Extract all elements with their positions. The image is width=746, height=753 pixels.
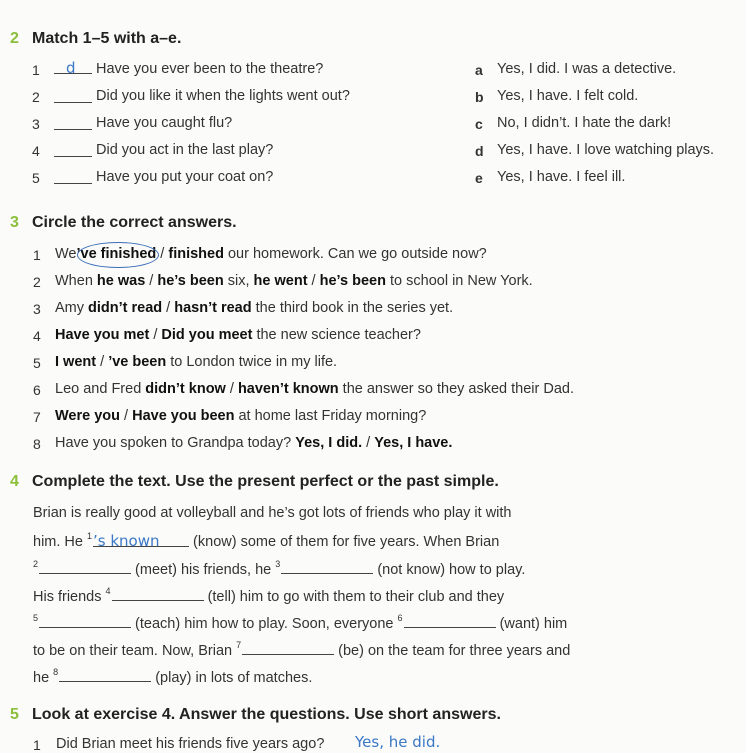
text-line-2 (33, 532, 499, 550)
answer-option[interactable]: finished (168, 246, 224, 262)
item-sentence (55, 273, 533, 289)
answer-text: No, I didn’t. I hate the dark! (497, 115, 672, 131)
answer-option[interactable]: Have you been (132, 408, 235, 424)
gap-number-1: 1 (87, 531, 93, 541)
item-number: 4 (33, 328, 41, 344)
gap-8[interactable] (59, 667, 151, 682)
answer-option[interactable]: didn’t read (88, 300, 163, 316)
answer-option[interactable]: haven’t known (237, 381, 339, 397)
answer-option[interactable]: ’ve finished (76, 246, 157, 262)
text-segment: His friends (33, 589, 102, 605)
gap-4[interactable] (112, 586, 204, 601)
answer-letter: d (475, 143, 484, 159)
gap-7[interactable] (242, 640, 334, 655)
text-line-1: Brian is really good at volleyball and he’s got lots of friends who play it with (33, 505, 512, 521)
text-segment: (know) some of them for five years. When Brian (193, 534, 500, 550)
answer-option[interactable]: he’s been (157, 273, 224, 289)
answer-letter: b (475, 89, 484, 105)
question-text: Have you ever been to the theatre? (96, 61, 324, 77)
question-number: 3 (32, 116, 40, 132)
gap-2[interactable] (39, 559, 131, 574)
item-number: 2 (33, 274, 41, 290)
question-number: 1 (32, 62, 40, 78)
answer-blank[interactable] (54, 59, 92, 77)
answer-option[interactable]: I went (55, 354, 97, 370)
answer-option[interactable]: he went (253, 273, 308, 289)
text-segment: him. He (33, 534, 83, 550)
answer-text: Yes, I have. I felt cold. (497, 88, 639, 104)
answer-option[interactable]: didn’t know (145, 381, 226, 397)
sentence-text: / (120, 408, 133, 424)
item-sentence (55, 354, 337, 370)
gap-number-3: 3 (275, 559, 281, 569)
item-number: 8 (33, 436, 41, 452)
exercise-5-question-1: Did Brian meet his friends five years ago? (56, 736, 325, 752)
text-segment: (meet) his friends, he (135, 562, 272, 578)
item-number: 6 (33, 382, 41, 398)
gap-number-5: 5 (33, 613, 39, 623)
answer-text: Yes, I have. I feel ill. (497, 169, 626, 185)
gap-number-4: 4 (105, 586, 111, 596)
item-sentence (55, 327, 421, 343)
question-number: 5 (32, 170, 40, 186)
answer-option[interactable]: Did you meet (161, 327, 253, 343)
sentence-text: / (96, 354, 109, 370)
exercise-5-number: 5 (10, 706, 19, 723)
sentence-text: When (55, 273, 97, 289)
item-number: 3 (33, 301, 41, 317)
item-number: 5 (33, 355, 41, 371)
handwritten-answer: d (66, 59, 76, 77)
exercise-4-number: 4 (10, 473, 19, 490)
gap-3[interactable] (281, 559, 373, 574)
gap-6[interactable] (404, 613, 496, 628)
question-number: 2 (32, 89, 40, 105)
question-text: Did you act in the last play? (96, 142, 274, 158)
text-segment: (be) on the team for three years and (338, 643, 571, 659)
answer-option[interactable]: he was (96, 273, 146, 289)
exercise-5-handwritten-answer-1: Yes, he did. (355, 733, 441, 751)
sentence-text: six, (223, 273, 254, 289)
sentence-text: / (362, 435, 375, 451)
sentence-text: / (307, 273, 320, 289)
sentence-text: We (55, 246, 77, 262)
text-segment: (not know) how to play. (377, 562, 526, 578)
handwritten-answer-1: ’s known (93, 532, 160, 550)
sentence-text: Leo and Fred (55, 381, 146, 397)
question-text: Did you like it when the lights went out? (96, 88, 350, 104)
exercise-5-question-number: 1 (33, 737, 41, 753)
gap-5[interactable] (39, 613, 131, 628)
gap-number-6: 6 (397, 613, 403, 623)
answer-option[interactable]: Yes, I have. (374, 435, 453, 451)
text-line-7 (33, 667, 312, 686)
answer-option[interactable]: Were you (55, 408, 121, 424)
exercise-2-number: 2 (10, 30, 19, 47)
question-text: Have you put your coat on? (96, 169, 274, 185)
text-segment: (tell) him to go with them to their club and they (207, 589, 505, 605)
sentence-text: Have you spoken to Grandpa today? (55, 435, 296, 451)
answer-letter: c (475, 116, 483, 132)
answer-letter: a (475, 62, 483, 78)
handwritten-circle-mark (77, 242, 159, 268)
item-sentence (55, 381, 574, 397)
answer-blank[interactable] (54, 88, 92, 103)
item-number: 1 (33, 247, 41, 263)
gap-1[interactable] (93, 532, 189, 550)
item-sentence (55, 408, 426, 424)
sentence-text: / (156, 246, 169, 262)
item-number: 7 (33, 409, 41, 425)
exercise-3-number: 3 (10, 214, 19, 231)
sentence-text: the answer so they asked their Dad. (338, 381, 575, 397)
answer-blank[interactable] (54, 169, 92, 184)
text-line-4 (33, 586, 504, 605)
exercise-4-title: Complete the text. Use the present perfect or the past simple. (32, 473, 499, 490)
sentence-text: / (145, 273, 158, 289)
answer-option[interactable]: he’s been (319, 273, 386, 289)
text-segment: (teach) him how to play. Soon, everyone (135, 616, 394, 632)
text-segment: (play) in lots of matches. (155, 670, 313, 686)
question-number: 4 (32, 143, 40, 159)
answer-option[interactable]: Yes, I did. (295, 435, 363, 451)
sentence-text: at home last Friday morning? (234, 408, 427, 424)
answer-option[interactable]: Have you met (55, 327, 150, 343)
sentence-text: / (225, 381, 238, 397)
question-text: Have you caught flu? (96, 115, 233, 131)
answer-text: Yes, I have. I love watching plays. (497, 142, 715, 158)
sentence-text: / (162, 300, 175, 316)
item-sentence (55, 300, 453, 316)
item-sentence (55, 435, 452, 451)
sentence-text: the third book in the series yet. (251, 300, 454, 316)
text-line-5 (33, 613, 567, 632)
text-line-3 (33, 559, 525, 578)
answer-text: Yes, I did. I was a detective. (497, 61, 677, 77)
sentence-text: to London twice in my life. (166, 354, 338, 370)
text-segment: he (33, 670, 50, 686)
answer-blank[interactable] (54, 142, 92, 157)
answer-option[interactable]: ’ve been (108, 354, 167, 370)
gap-number-7: 7 (236, 640, 242, 650)
exercise-3-title: Circle the correct answers. (32, 214, 237, 231)
text-segment: (want) him (499, 616, 568, 632)
gap-number-2: 2 (33, 559, 39, 569)
exercise-2-title: Match 1–5 with a–e. (32, 30, 182, 47)
text-line-6 (33, 640, 570, 659)
sentence-text: the new science teacher? (252, 327, 421, 343)
sentence-text: our homework. Can we go outside now? (223, 246, 487, 262)
answer-option[interactable]: hasn’t read (174, 300, 252, 316)
sentence-text: Amy (55, 300, 89, 316)
sentence-text: / (149, 327, 162, 343)
gap-number-8: 8 (53, 667, 59, 677)
exercise-5-title: Look at exercise 4. Answer the questions. Use short answers. (32, 706, 501, 723)
text-segment: to be on their team. Now, Brian (33, 643, 233, 659)
sentence-text: to school in New York. (385, 273, 533, 289)
answer-letter: e (475, 170, 483, 186)
answer-blank[interactable] (54, 115, 92, 130)
